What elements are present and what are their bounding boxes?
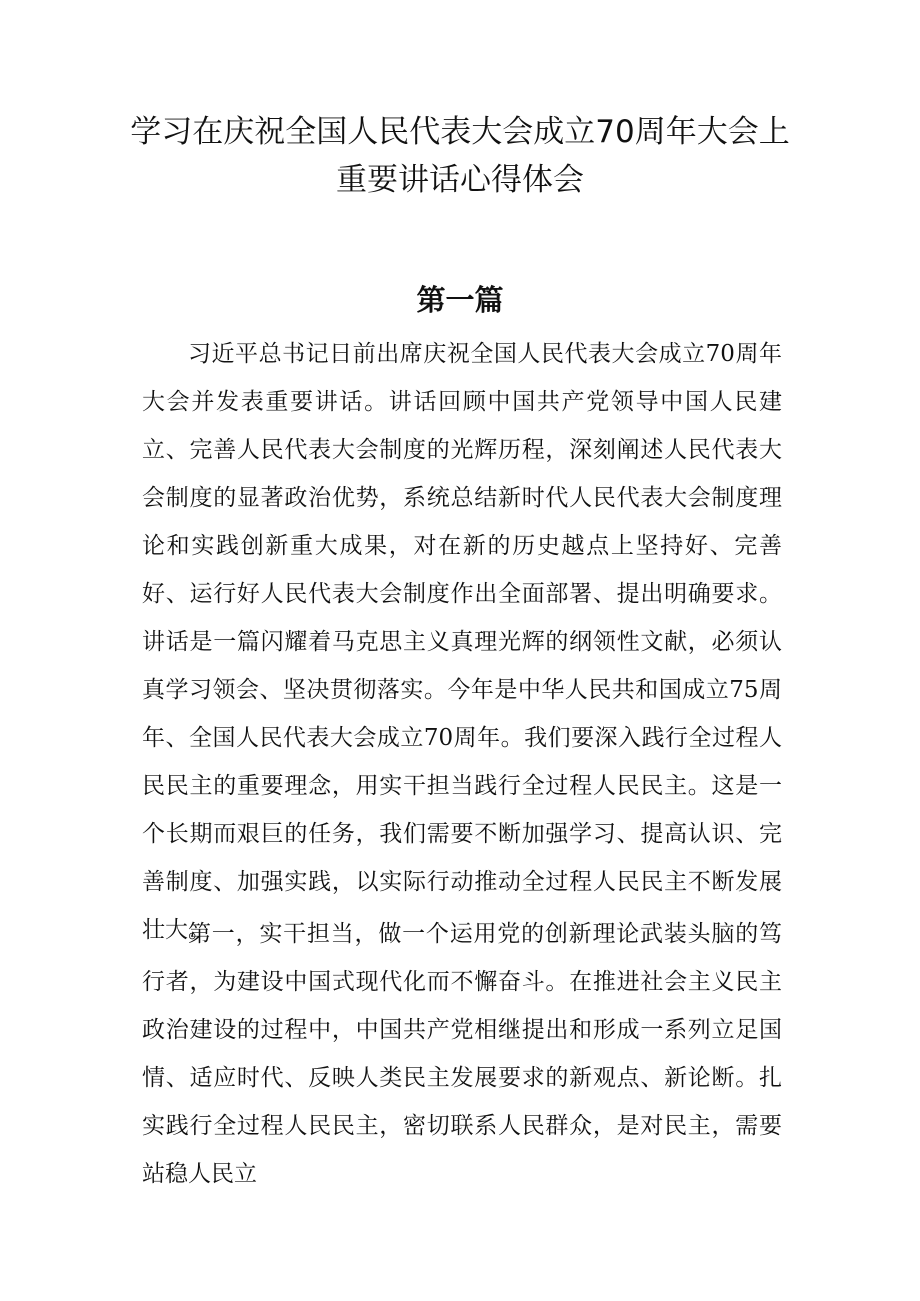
document-title-line-1: 学习在庆祝全国人民代表大会成立70周年大会上: [130, 114, 790, 150]
body-paragraph: 习近平总书记日前出席庆祝全国人民代表大会成立70周年大会并发表重要讲话。讲话回顾中国共产党领导中国人民建立、完善人民代表大会制度的光辉历程，深刻阐述人民代表大会制度的显著政治优势，系统总结新时代人民代表大会制度理论和实践创新重大成果，对在新的历史越点上坚持好、完善好、运行好人民代表大会制度作出全面部署、提出明确要求。讲话是一篇闪耀着马克思主义真理光辉的纲领性文献，必须认真学习领会、坚决贯彻落实。今年是中华人民共和国成立75周年、全国人民代表大会成立70周年。我们要深入践行全过程人民民主的重要理念，用实干担当践行全过程人民民主。这是一个长期而艰巨的任务，我们需要不断加强学习、提高认识、完善制度、加强实践，以实际行动推动全过程人民民主不断发展壮大。: [142, 341, 782, 943]
document-title-line-2: 重要讲话心得体会: [336, 162, 584, 198]
section-heading: 第一篇: [416, 283, 504, 317]
body-paragraph-2-container: [142, 910, 782, 1198]
body-paragraph: 第一，实干担当，做一个运用党的创新理论武装头脑的笃行者，为建设中国式现代化而不懈奋斗。在推进社会主义民主政治建设的过程中，中国共产党相继提出和形成一系列立足国情、适应时代、反映人类民主发展要求的新观点、新论断。扎实践行全过程人民民主，密切联系人民群众，是对民主，需要站稳人民立: [142, 921, 782, 1187]
body-paragraph-1-container: [142, 330, 782, 954]
